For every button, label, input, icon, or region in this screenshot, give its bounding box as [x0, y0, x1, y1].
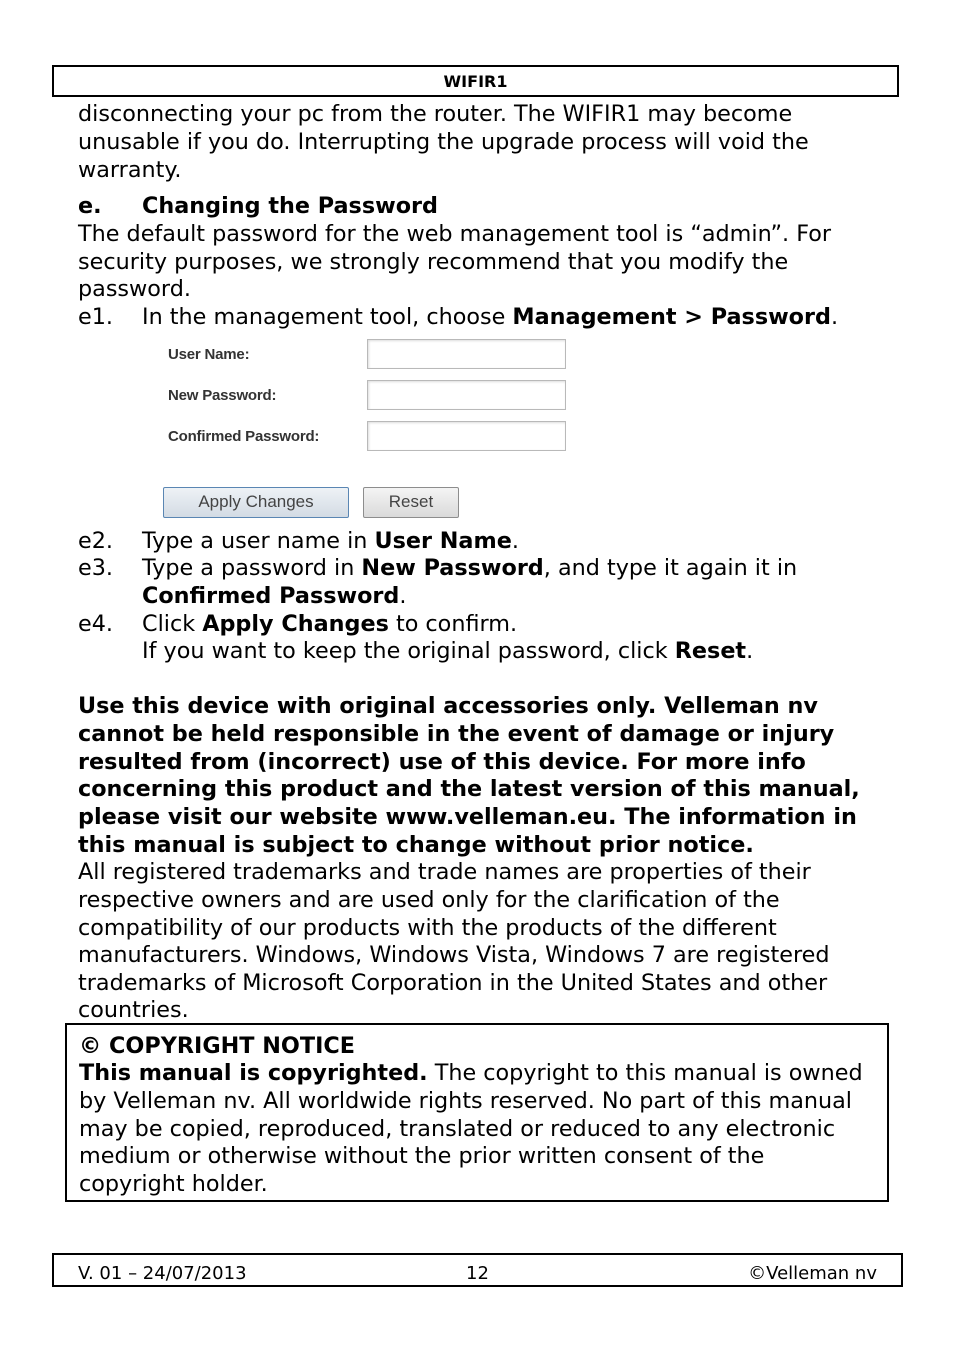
apply-changes-button[interactable]: Apply Changes — [163, 487, 349, 518]
step-number: e4. — [78, 611, 113, 637]
user-name-label: User Name: — [168, 346, 250, 363]
intro-line-2: unusable if you do. Interrupting the upgrade process will void the — [78, 129, 809, 155]
copyright-line-5: copyright holder. — [79, 1171, 268, 1197]
footer-owner: ©Velleman nv — [748, 1263, 877, 1284]
intro-line-1: disconnecting your pc from the router. The WIFIR1 may become — [78, 101, 793, 127]
copyright-line-4: medium or otherwise without the prior written consent of the — [79, 1143, 765, 1169]
header-title: WIFIR1 — [443, 72, 508, 91]
copyright-heading: © COPYRIGHT NOTICE — [79, 1033, 355, 1059]
step-text-pre: Click — [142, 611, 203, 637]
step-text — [142, 555, 862, 583]
new-password-label: New Password: — [168, 387, 277, 404]
step-text-bold: New Password — [361, 555, 544, 581]
step-text-bold: Management > Password — [512, 304, 831, 330]
disclaimer-line-3: resulted from (incorrect) use of this device. For more info — [78, 749, 806, 775]
step-text-pre: If you want to keep the original password, click — [142, 638, 675, 664]
disclaimer-line-5: please visit our website www.velleman.eu. The information in — [78, 804, 857, 830]
step-number: e1. — [78, 304, 113, 330]
disclaimer-line-2: cannot be held responsible in the event of damage or injury — [78, 721, 835, 747]
confirmed-password-label: Confirmed Password: — [168, 428, 320, 445]
new-password-input[interactable] — [367, 380, 566, 410]
trademarks-line-2: respective owners and are used only for the clarification of the — [78, 887, 780, 913]
step-text-post: . — [830, 304, 839, 330]
trademarks-line-4: manufacturers. Windows, Windows Vista, Windows 7 are registered — [78, 942, 830, 968]
step-text-post: to confirm. — [388, 611, 518, 637]
section-para-line-1: The default password for the web management tool is “admin”. For — [78, 221, 832, 247]
copyright-line-1-rest: The copyright to this manual is owned — [427, 1060, 863, 1086]
step-text-bold: Reset — [674, 638, 747, 664]
step-text — [142, 611, 862, 639]
section-para-line-2: security purposes, we strongly recommend that you modify the — [78, 249, 789, 275]
confirmed-password-input[interactable] — [367, 421, 566, 451]
footer-version: V. 01 – 24/07/2013 — [78, 1263, 247, 1284]
trademarks-line-6: countries. — [78, 997, 189, 1023]
step-text — [142, 304, 862, 332]
step-text-bold: Apply Changes — [202, 611, 389, 637]
step-number: e2. — [78, 528, 113, 554]
password-form-screenshot — [160, 336, 580, 526]
step-text-post: . — [399, 583, 407, 609]
page-footer — [52, 1253, 903, 1287]
disclaimer-line-6: this manual is subject to change without prior notice. — [78, 832, 754, 858]
step-text-bold: User Name — [374, 528, 512, 554]
trademarks-line-5: trademarks of Microsoft Corporation in the United States and other — [78, 970, 828, 996]
section-para-line-3: password. — [78, 276, 191, 302]
disclaimer-line-4: concerning this product and the latest version of this manual, — [78, 776, 860, 802]
step-text-pre: Type a user name in — [142, 528, 375, 554]
copyright-line-3: may be copied, reproduced, translated or reduced to any electronic — [79, 1116, 836, 1142]
step-text — [142, 583, 862, 611]
section-title: Changing the Password — [142, 193, 438, 219]
disclaimer-line-1: Use this device with original accessories only. Velleman nv — [78, 693, 818, 719]
step-text — [142, 638, 862, 666]
step-text-mid: , and type it again it in — [543, 555, 798, 581]
step-text — [142, 528, 862, 556]
step-text-bold: Confirmed Password — [142, 583, 400, 609]
step-number: e3. — [78, 555, 113, 581]
trademarks-line-3: compatibility of our products with the products of the different — [78, 915, 777, 941]
page-header — [52, 65, 899, 97]
step-text-post: . — [746, 638, 754, 664]
copyright-lead: This manual is copyrighted. — [79, 1060, 428, 1086]
step-text-post: . — [511, 528, 519, 554]
step-text-pre: In the management tool, choose — [142, 304, 513, 330]
footer-page-number: 12 — [466, 1263, 489, 1284]
copyright-line-2: by Velleman nv. All worldwide rights reserved. No part of this manual — [79, 1088, 852, 1114]
section-letter: e. — [78, 193, 102, 219]
copyright-line-1 — [79, 1060, 884, 1088]
copyright-notice-box — [65, 1023, 889, 1202]
user-name-input[interactable] — [367, 339, 566, 369]
intro-line-3: warranty. — [78, 157, 182, 183]
trademarks-line-1: All registered trademarks and trade names are properties of their — [78, 859, 811, 885]
reset-button[interactable]: Reset — [363, 487, 459, 518]
step-text-pre: Type a password in — [142, 555, 362, 581]
